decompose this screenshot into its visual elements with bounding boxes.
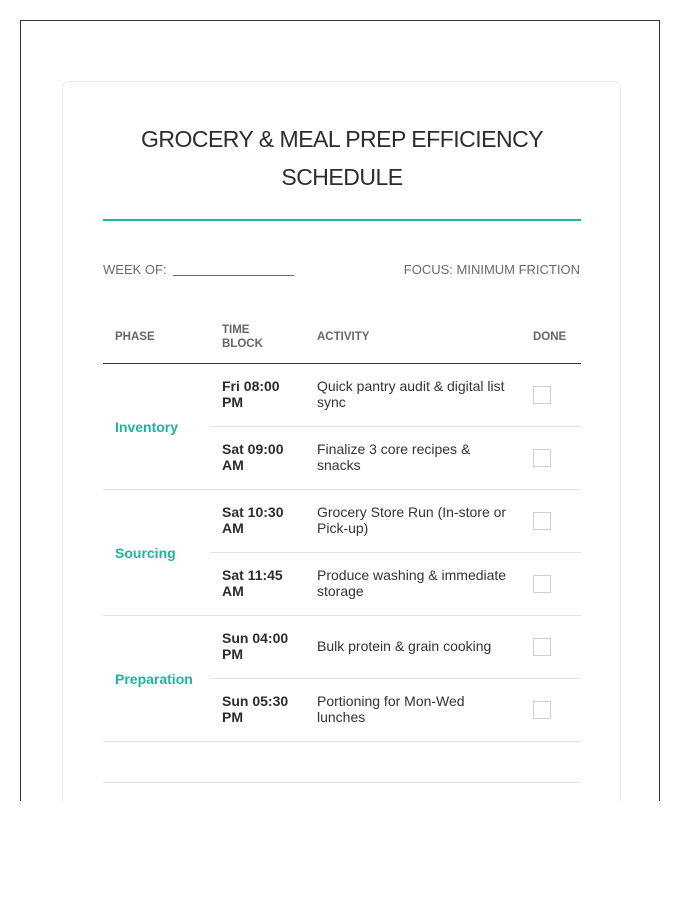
time-block: Sat 09:00 AM <box>222 441 284 473</box>
activity-text: Finalize 3 core recipes & snacks <box>317 441 471 473</box>
title-divider <box>103 219 581 221</box>
table-row <box>210 616 581 679</box>
activity-text: Bulk protein & grain cooking <box>317 638 492 654</box>
time-block: Sun 05:30 PM <box>222 693 289 725</box>
table-row <box>210 553 581 616</box>
table-row <box>210 490 581 553</box>
table-row <box>210 679 581 742</box>
week-of-blank-line[interactable] <box>173 263 294 276</box>
activity-text: Portioning for Mon-Wed lunches <box>317 693 465 725</box>
phase-group-inventory <box>103 364 581 490</box>
table-row <box>210 427 581 490</box>
done-checkbox[interactable] <box>533 701 551 719</box>
week-of-label: WEEK OF: <box>103 262 167 277</box>
done-checkbox[interactable] <box>533 386 551 404</box>
time-block: Sat 11:45 AM <box>222 567 283 599</box>
done-checkbox[interactable] <box>533 638 551 656</box>
activity-text: Grocery Store Run (In-store or Pick-up) <box>317 504 507 536</box>
time-block: Sun 04:00 PM <box>222 630 289 662</box>
week-of-field <box>103 262 294 277</box>
header-done: DONE <box>533 331 567 343</box>
page-frame <box>20 20 660 801</box>
focus-label: FOCUS: MINIMUM FRICTION <box>403 262 580 277</box>
phase-group-preparation <box>103 616 581 742</box>
table-row <box>210 364 581 427</box>
header-phase: PHASE <box>115 331 155 343</box>
phase-group-sourcing <box>103 490 581 616</box>
empty-table-row <box>103 742 581 783</box>
phase-label: Inventory <box>115 419 179 435</box>
header-activity: ACTIVITY <box>317 331 370 343</box>
done-checkbox[interactable] <box>533 575 551 593</box>
phase-label: Sourcing <box>115 545 176 561</box>
done-checkbox[interactable] <box>533 512 551 530</box>
activity-text: Produce washing & immediate storage <box>317 567 507 599</box>
done-checkbox[interactable] <box>533 449 551 467</box>
time-block: Fri 08:00 PM <box>222 378 280 410</box>
schedule-card <box>62 81 621 801</box>
time-block: Sat 10:30 AM <box>222 504 284 536</box>
table-header <box>103 314 581 364</box>
activity-text: Quick pantry audit & digital list sync <box>317 378 505 410</box>
header-time-block: TIME BLOCK <box>222 324 263 350</box>
document-title: GROCERY & MEAL PREP EFFICIENCY SCHEDULE <box>140 126 544 190</box>
phase-label: Preparation <box>115 671 193 687</box>
